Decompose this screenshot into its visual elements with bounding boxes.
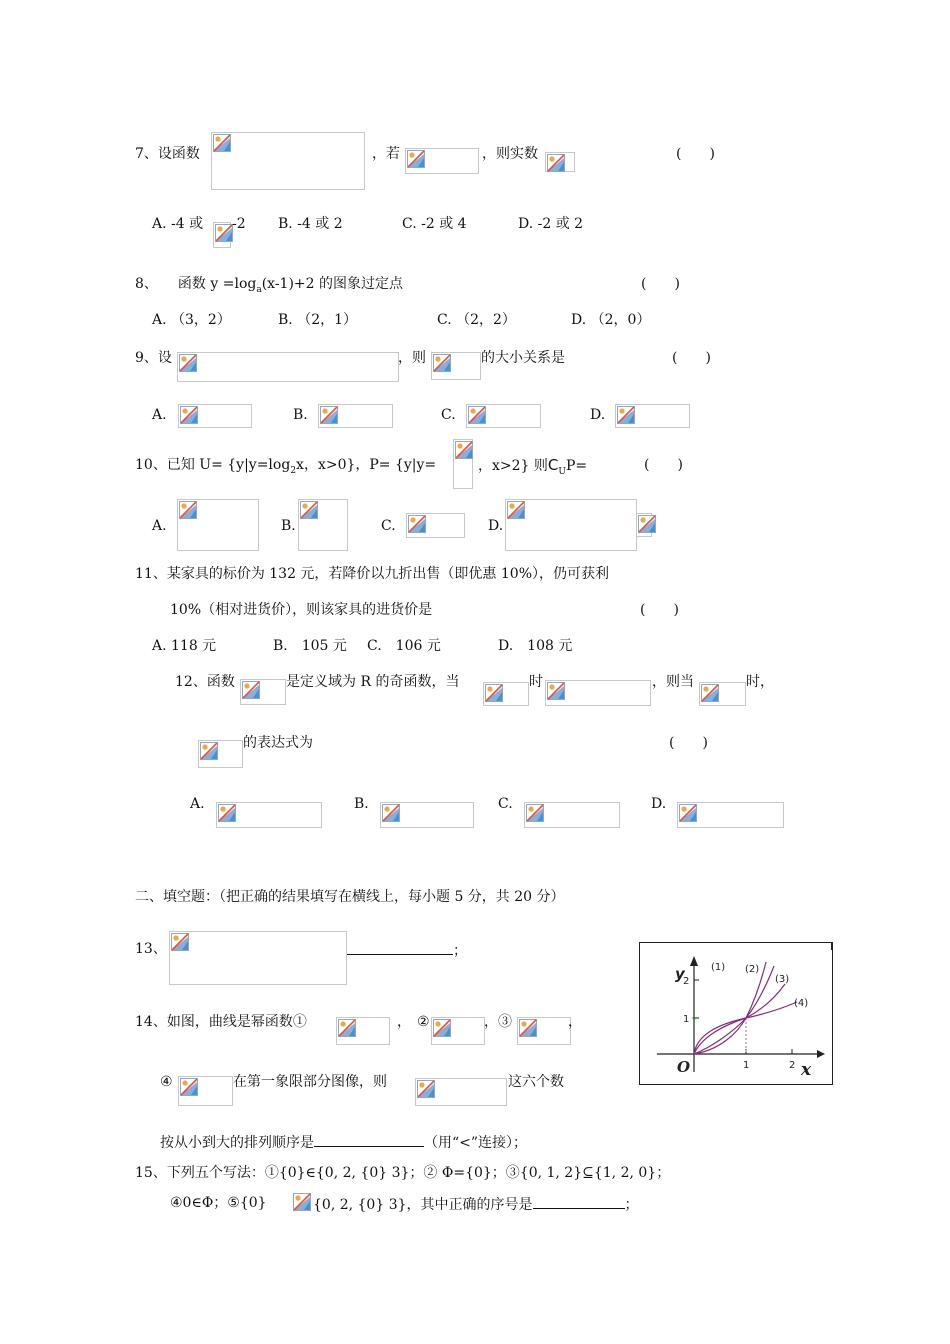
q7-function-image [211,132,365,190]
broken-image-icon [180,1078,198,1096]
q7-stem: 7、设函数 [135,146,200,162]
q14-func4-image [178,1076,233,1106]
q13-number: 13、 [135,941,167,957]
q12-option-b-image [380,802,474,828]
q12-option-d-image [677,802,784,828]
q10-option-c: C. [381,518,396,534]
q7-option-b: B. -4 或 2 [278,216,343,232]
broken-image-icon [179,354,197,372]
q10-option-a-image [177,499,259,551]
broken-image-icon [617,406,635,424]
broken-image-icon [485,684,503,702]
q15-answer-blank[interactable] [533,1194,625,1209]
q12-text: ，则当 [652,674,694,690]
x-axis-label: x [801,1060,812,1080]
curve-label-4: (4) [794,998,809,1009]
q12-text: 时， [746,674,774,690]
broken-image-icon [638,515,656,533]
curve-label-1: (1) [711,962,726,973]
q8-option-b: B. （2，1） [278,312,358,328]
point-0-1 [693,1017,696,1020]
broken-image-icon [320,406,338,424]
broken-image-icon [382,804,400,822]
section-2-heading: 二、填空题：（把正确的结果填写在横线上，每小题 5 分，共 20 分） [135,889,565,905]
q14-stem: 14、如图，曲线是幂函数① [135,1014,307,1030]
q9-option-a: A. [152,407,167,423]
broken-image-icon [180,406,198,424]
broken-image-icon [215,224,233,242]
q11-stem-line2: 10%（相对进货价），则该家具的进货价是 [170,602,433,618]
q14-text: 在第一象限部分图像，则 [233,1074,387,1090]
broken-image-icon [433,354,451,372]
q12-condition2-image [699,682,746,706]
broken-image-icon [171,933,189,951]
q8-stem: 8、 函数 $y =\log_a(x-1)+2$ 的图象过定点 [135,276,404,295]
broken-image-icon [338,1019,356,1037]
q7-var-image [545,152,575,172]
q13-expression-image [169,931,347,985]
q9-answer-paren: ( ) [672,350,711,366]
q15-stem-line2b: {0, 2, {0} 3}，其中正确的序号是 ； [313,1194,639,1214]
q7-answer-paren: ( ) [676,146,715,162]
q8-option-a: A. （3，2） [152,312,231,328]
broken-image-icon [519,1019,537,1037]
q9-option-d-image [615,404,690,428]
q10-stem-b: ，x>2} 则$C_UP=$ [478,456,588,477]
q10-option-b: B. [281,518,296,534]
broken-image-icon [242,681,260,699]
q9-option-b: B. [293,407,308,423]
q12-option-c: C. [498,796,513,812]
q14-text: ， [568,1014,582,1030]
curve-label-2: (2) [745,964,760,975]
q11-option-b: B. 105 元 [273,638,347,654]
q14-answer-line: 按从小到大的排列顺序是 （用“<”连接）； [160,1132,527,1152]
q10-option-b-image [298,499,348,551]
q10-option-d-image [505,499,637,551]
broken-image-icon [507,501,525,519]
origin-label: O [677,1058,691,1076]
q11-answer-paren: ( ) [640,602,679,618]
q9-stem: 9、设 [135,350,172,366]
broken-image-icon [213,134,231,152]
broken-image-icon [408,515,426,533]
tick-y2-label: 2 [683,976,690,987]
q12-expression-image [545,680,651,706]
broken-image-icon [455,441,473,459]
q10-answer-paren: ( ) [644,457,683,473]
q7-condition-image [405,148,479,174]
q10-option-a: A. [152,518,167,534]
broken-image-icon [300,501,318,519]
q11-option-c: C. 106 元 [367,638,441,654]
broken-image-icon [407,150,425,168]
q14-numbers-image [415,1078,507,1106]
broken-image-icon [200,742,218,760]
q10-stem-a: 10、已知 $U= \{y|y=\log_2x$，x>0}，P= {y|y= [135,457,437,476]
q12-text: 是定义域为 R 的奇函数，当 [286,674,460,690]
q12-option-d: D. [651,796,667,812]
graph-edge-mark [831,942,832,950]
q7-option-a: A. -4 或 [152,216,204,232]
tick-y1-label: 1 [683,1014,690,1025]
q10-expr-image [453,439,473,489]
broken-image-icon [547,682,565,700]
broken-image-icon [218,804,236,822]
q14-text: ， ② [397,1014,430,1030]
broken-image-icon [468,406,486,424]
q14-text: ，③ [484,1014,512,1030]
y-axis-label: y [675,965,685,983]
q9-option-c-image [466,404,541,428]
q9-vars-image [431,352,481,380]
q13-answer: ； [347,940,467,960]
q12-option-a-image [216,802,322,828]
q9-definition-image [177,352,399,382]
q10-option-c-image [406,513,465,538]
broken-image-icon [526,804,544,822]
q8-option-d: D. （2，0） [571,312,651,328]
broken-image-icon [433,1019,451,1037]
broken-image-icon [417,1080,435,1098]
q7-text: ，则实数 [482,146,538,162]
q12-function-image [240,679,286,705]
q12-option-a: A. [190,796,205,812]
broken-image-icon [293,1193,311,1211]
q12-option-c-image [524,802,620,828]
q15-stem-line2: ④0∈Φ；⑤{0} [170,1195,267,1211]
power-function-graph [639,942,833,1085]
q14-text: 这六个数 [508,1074,564,1090]
q7-option-d: D. -2 或 2 [518,216,584,232]
q12-condition-image [483,682,529,706]
q10-option-d: D. [488,518,504,534]
q7-text: ，若 [372,146,400,162]
broken-image-icon [547,154,565,172]
q14-answer-blank[interactable] [314,1132,424,1147]
q8-option-c: C. （2，2） [437,312,516,328]
q7-option-a-image [213,222,231,248]
q9-text: 的大小关系是 [481,350,565,366]
q12-option-b: B. [354,796,369,812]
q14-text: ④ [160,1074,173,1090]
q11-option-a: A. 118 元 [152,638,217,654]
q9-option-b-image [318,404,393,428]
q12-text: 的表达式为 [243,735,313,751]
q12-stem: 12、函数 [175,674,235,690]
broken-image-icon [179,501,197,519]
q14-func1-image [336,1017,390,1045]
q9-text: ，则 [398,350,426,366]
curve-label-3: (3) [775,974,790,985]
q14-func3-image [517,1017,571,1045]
q9-option-a-image [178,404,252,428]
broken-image-icon [701,684,719,702]
q12-text: 时 [529,674,543,690]
q15-stem-line1: 15、下列五个写法：①{0}∈{0, 2, {0} 3}；② Φ={0}；③{0, 1, 2}⊆{1, 2, 0}； [135,1165,671,1181]
q14-func2-image [431,1017,485,1045]
q11-option-d: D. 108 元 [498,638,573,654]
q9-option-d: D. [590,407,606,423]
q7-option-c: C. -2 或 4 [402,216,467,232]
q11-stem-line1: 11、某家具的标价为 132 元，若降价以九折出售（即优惠 10%），仍可获利 [135,566,610,582]
q10-option-d-image-extra [636,513,652,537]
q13-answer-blank[interactable] [347,940,453,955]
tick-x2-label: 2 [789,1060,796,1071]
broken-image-icon [679,804,697,822]
q7-option-a-text: -2 [232,216,246,232]
q9-option-c: C. [441,407,456,423]
tick-x1-label: 1 [743,1060,750,1071]
q8-answer-paren: ( ) [641,276,680,292]
q12-target-image [198,740,243,768]
q12-answer-paren: ( ) [669,735,708,751]
